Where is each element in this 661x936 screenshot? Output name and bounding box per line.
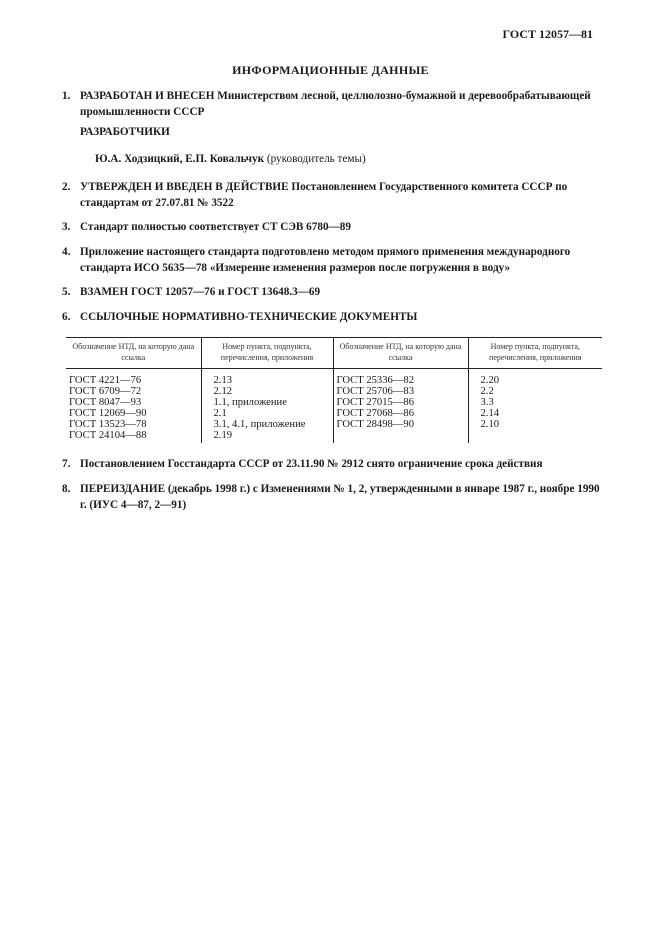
item-heading: РАЗРАБОТАН И ВНЕСЕН: [80, 90, 215, 102]
column-header-designation: Обозначение НТД, на которую дана ссылка: [66, 338, 201, 369]
item-approved: [62, 179, 603, 211]
item-term-limit: [62, 456, 603, 472]
table-row: [66, 397, 602, 408]
table-cell: 2.2: [480, 386, 494, 397]
table-cell: 2.1: [201, 408, 333, 419]
table-cell: 3.3: [480, 397, 494, 408]
table-cell: ГОСТ 27015—86: [333, 397, 468, 408]
item-text: Министерством лесной, целлюлозно-бумажной и деревообрабатывающей промышленности СССР: [80, 90, 591, 118]
item-number: 5.: [62, 286, 71, 298]
table-row: [66, 419, 602, 430]
item-heading: ВЗАМЕН ГОСТ 12057—76 и ГОСТ 13648.3—69: [80, 286, 321, 298]
document-code: ГОСТ 12057—81: [502, 27, 593, 41]
table-cell: 2.10: [480, 419, 500, 430]
column-header-clause: Номер пункта, подпункта, перечисления, приложения: [468, 338, 602, 369]
item-appendix: [62, 244, 603, 276]
table-cell: 2.19: [201, 430, 333, 443]
table-cell: 2.13: [201, 369, 333, 387]
item-number: 2.: [62, 181, 71, 193]
developers-heading: РАЗРАБОТЧИКИ: [80, 126, 170, 138]
developers-list: [95, 153, 366, 165]
column-header-clause: Номер пункта, подпункта, перечисления, приложения: [201, 338, 333, 369]
item-text: Постановлением Госстандарта СССР от 23.11.90 № 2912 снято ограничение срока действия: [80, 458, 543, 470]
table-cell: ГОСТ 24104—88: [66, 430, 201, 443]
table-cell: [468, 430, 602, 443]
page-title: ИНФОРМАЦИОННЫЕ ДАННЫЕ: [232, 63, 429, 77]
table-row: [66, 430, 602, 443]
item-replaces: [62, 284, 603, 300]
item-number: 1.: [62, 90, 71, 102]
item-compliance: [62, 219, 603, 235]
developers-names: Ю.А. Ходзицкий, Е.П. Ковальчук: [95, 153, 265, 165]
table-cell: ГОСТ 25336—82: [333, 369, 468, 387]
table-cell: 2.12: [201, 386, 333, 397]
table-cell: ГОСТ 8047—93: [66, 397, 201, 408]
table-row: [66, 386, 602, 397]
table-cell: 1.1, приложение: [201, 397, 333, 408]
table-cell: ГОСТ 25706—83: [333, 386, 468, 397]
item-text: Приложение настоящего стандарта подготовлено методом прямого применения международного стандарта ИСО 5635—78 «Измерение изменения размеров после погружения в воду»: [80, 246, 571, 274]
item-heading: ССЫЛОЧНЫЕ НОРМАТИВНО-ТЕХНИЧЕСКИЕ ДОКУМЕНТЫ: [80, 311, 418, 323]
table-cell: ГОСТ 13523—78: [66, 419, 201, 430]
item-text: Стандарт полностью соответствует СТ СЭВ 6780—89: [80, 221, 351, 233]
item-number: 6.: [62, 311, 71, 323]
reference-docs-table: [66, 337, 602, 443]
developers-role: (руководитель темы): [264, 153, 366, 165]
table-cell: ГОСТ 27068—86: [333, 408, 468, 419]
table-cell: 2.14: [480, 408, 500, 419]
table-cell: 2.20: [480, 375, 500, 386]
item-reference-docs: [62, 309, 603, 325]
table-row: [66, 408, 602, 419]
column-header-designation: Обозначение НТД, на которую дана ссылка: [333, 338, 468, 369]
item-number: 7.: [62, 458, 71, 470]
item-text: Постановлением Государственного комитета СССР по стандартам от 27.07.81 № 3522: [80, 181, 568, 209]
table-cell: 3.1, 4.1, приложение: [201, 419, 333, 430]
table-cell: ГОСТ 4221—76: [66, 369, 201, 387]
table-cell: [333, 430, 468, 443]
item-number: 4.: [62, 246, 71, 258]
table-cell: ГОСТ 6709—72: [66, 386, 201, 397]
item-heading: УТВЕРЖДЕН И ВВЕДЕН В ДЕЙСТВИЕ: [80, 181, 289, 193]
item-number: 8.: [62, 483, 71, 495]
table-row: [66, 369, 602, 387]
item-text: (декабрь 1998 г.) с Изменениями № 1, 2, утвержденными в январе 1987 г., ноябре 1990 г. (ИУС 4—87, 2—91): [80, 483, 600, 511]
table-header-row: [66, 338, 602, 369]
item-heading: ПЕРЕИЗДАНИЕ: [80, 483, 166, 495]
item-reissue: [62, 481, 603, 513]
item-number: 3.: [62, 221, 71, 233]
table-cell: ГОСТ 12069—90: [66, 408, 201, 419]
item-developed-by: [62, 88, 603, 120]
table-cell: ГОСТ 28498—90: [333, 419, 468, 430]
